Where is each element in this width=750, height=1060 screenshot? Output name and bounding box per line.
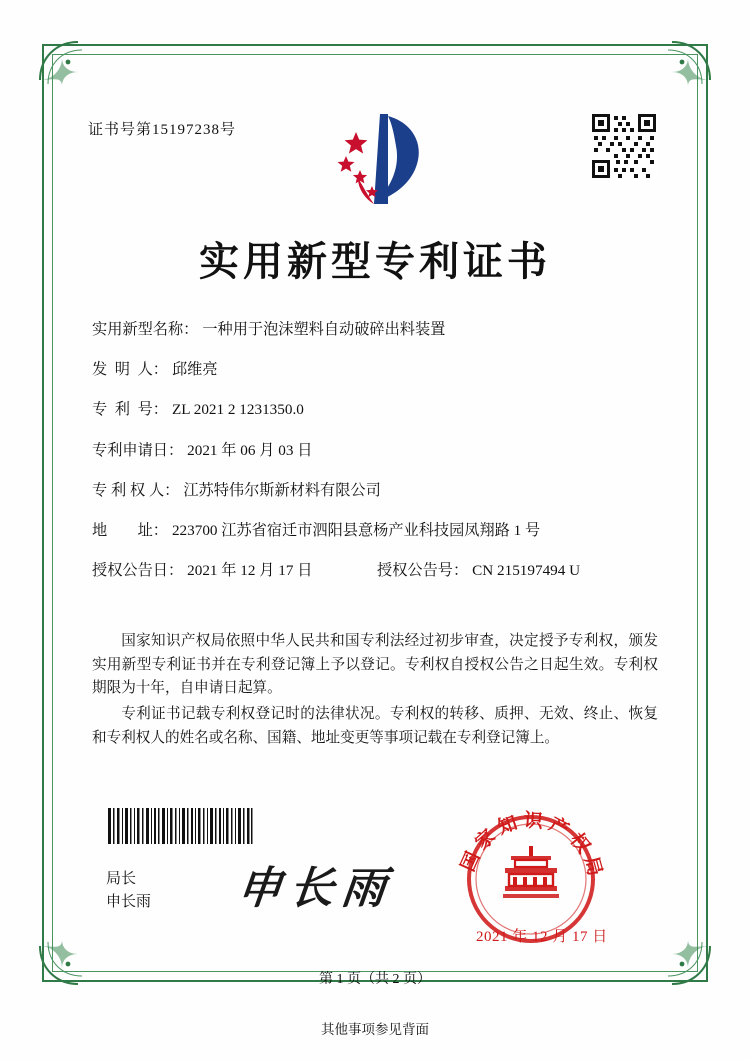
field-label: 专 利 号 [92,401,153,419]
grant-number-group [377,563,662,578]
field-label: 专利申请日 [92,441,168,459]
field-label: 授权公告号 [377,562,453,580]
field-label: 地 址 [92,522,153,540]
field-colon: ： [452,562,469,580]
grant-date-group [92,563,377,578]
field-list [92,322,662,603]
field-row [92,402,662,417]
barcode-icon [108,808,253,844]
signature-title: 局长 [106,871,137,887]
svg-text:国家知识产权局: 国家知识产权局 [457,810,607,884]
page-title: 实用新型专利证书 [199,239,551,284]
field-row [92,322,662,337]
field-value-patent-number: ZL 2021 2 1231350.0 [171,401,304,419]
legal-text [92,630,658,752]
field-row [92,443,662,458]
field-colon: ： [152,361,168,379]
field-value-inventor: 邱维亮 [171,361,218,379]
field-value-grant-number: CN 215197494 U [472,562,581,580]
field-value-address: 223700 江苏省宿迁市泗阳县意杨产业科技园凤翔路 1 号 [171,522,541,540]
field-label: 实用新型名称 [92,321,184,338]
footer-note: 其他事项参见背面 [321,1022,429,1037]
signature-labels [106,868,151,913]
paragraph-1: 国家知识产权局依照中华人民共和国专利法经过初步审查，决定授予专利权，颁发实用新型专利证书并在专利登记簿上予以登记。专利权自授权公告之日起生效。专利权期限为十年，自申请日起算。 [92,633,658,697]
field-label: 专 利 权 人 [92,481,165,499]
field-value-grant-date: 2021 年 12 月 17 日 [187,562,313,580]
field-colon: ： [183,321,199,338]
field-row [92,483,662,498]
signature-handwriting: 申长雨 [234,864,397,913]
patent-office-logo-icon [318,108,436,216]
field-value-utility-model-name: 一种用于泡沫塑料自动破碎出料装置 [202,321,446,338]
field-colon: ： [164,481,180,499]
seal-date: 2021 年 12 月 17 日 [476,929,608,945]
field-value-patentee: 江苏特伟尔斯新材料有限公司 [183,481,381,499]
field-colon: ： [152,401,168,419]
field-row [92,523,662,538]
field-label: 发 明 人 [92,361,153,379]
qr-code-icon [590,112,658,180]
signature-name: 申长雨 [106,893,152,910]
page-number: 第 1 页（共 2 页） [319,972,431,987]
field-value-application-date: 2021 年 06 月 03 日 [187,441,313,459]
field-colon: ： [152,522,168,540]
field-label: 授权公告日 [92,562,168,580]
field-row [92,362,662,377]
paragraph-2: 专利证书记载专利权登记时的法律状况。专利权的转移、质押、无效、终止、恢复和专利权人的姓名或名称、国籍、地址变更等事项记载在专利登记簿上。 [92,705,658,746]
field-colon: ： [167,441,184,459]
certificate-number: 证书号第15197238号 [88,122,237,138]
field-row-grant [92,563,662,578]
field-colon: ： [167,562,184,580]
